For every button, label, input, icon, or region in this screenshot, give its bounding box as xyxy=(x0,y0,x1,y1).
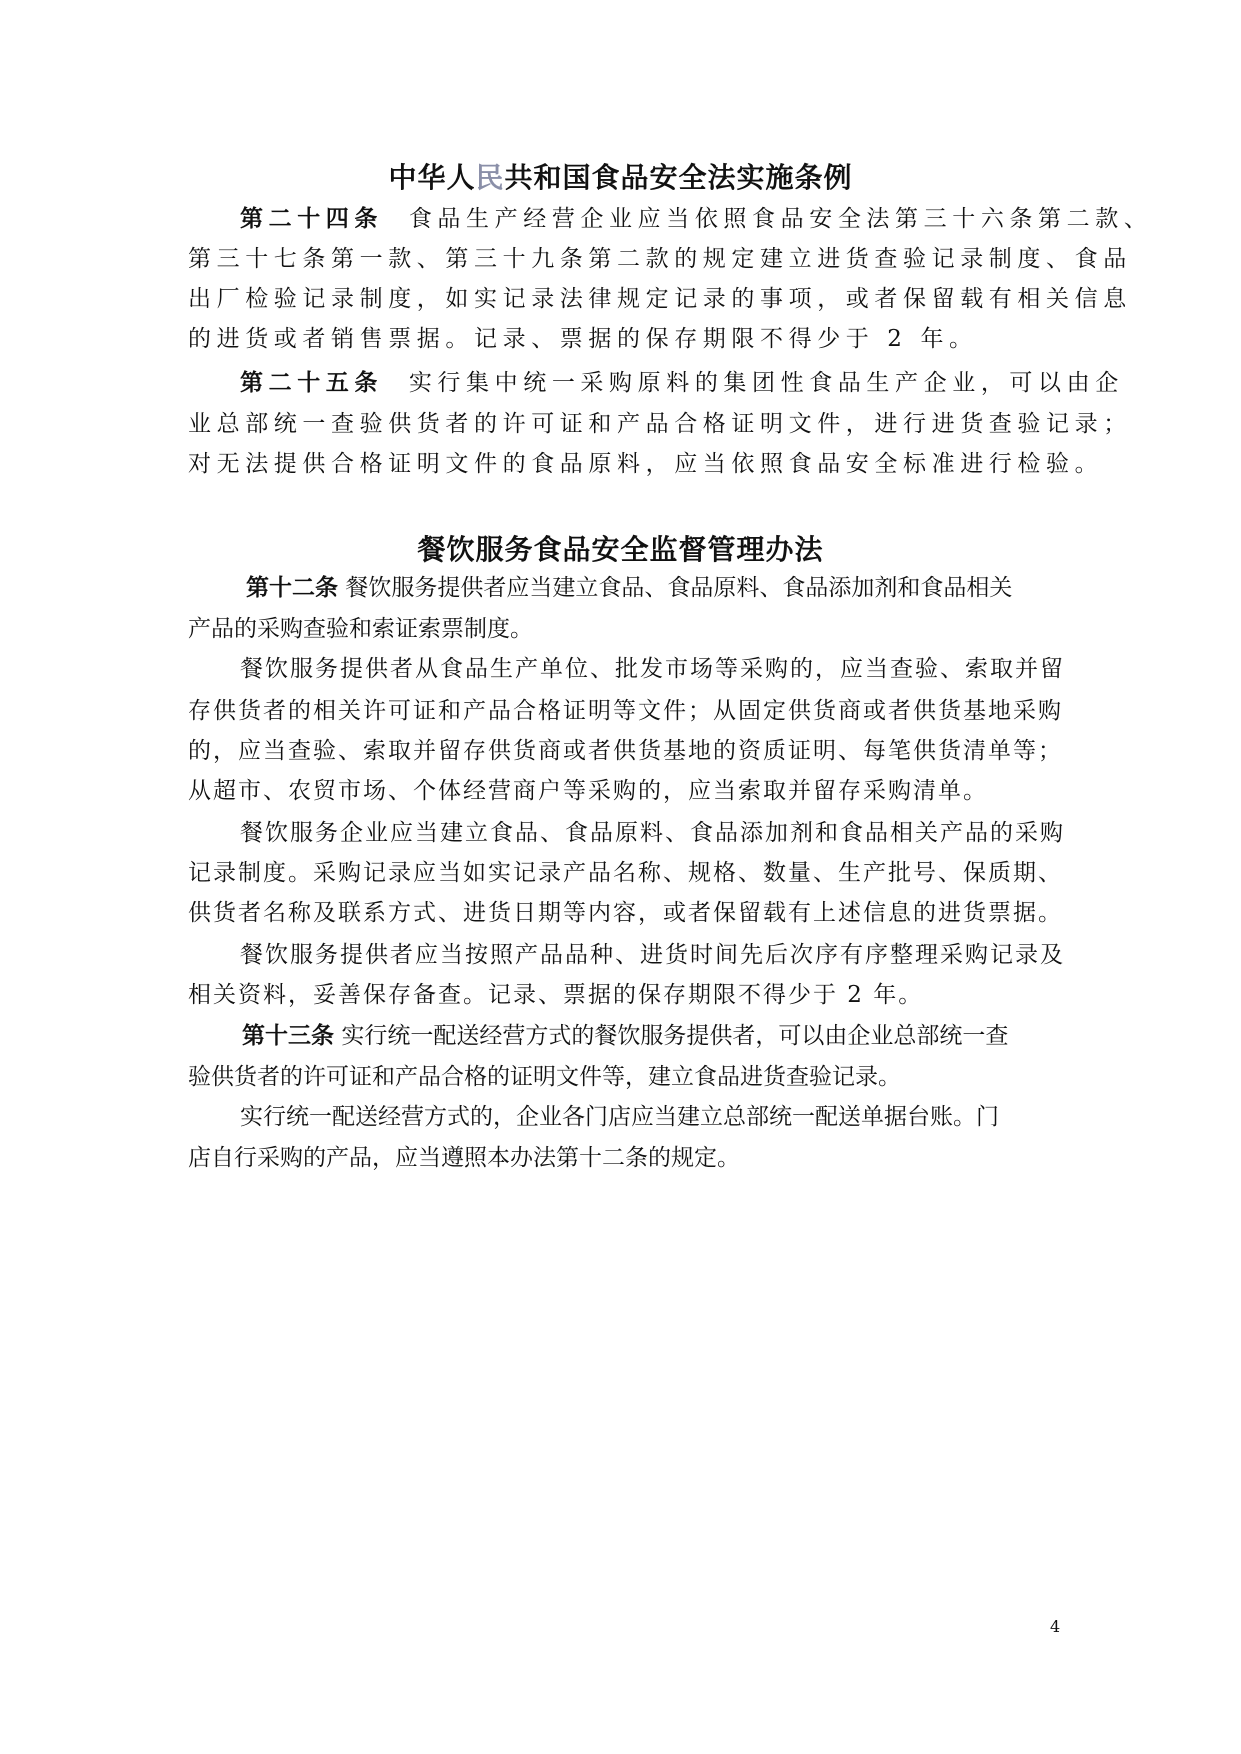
paragraph-line: 验供货者的许可证和产品合格的证明文件等，建立食品进货查验记录。 xyxy=(188,1064,901,1090)
article-label: 第十三条 xyxy=(242,1022,334,1049)
paragraph-line: 业总部统一查验供货者的许可证和产品合格证明文件，进行进货查验记录； xyxy=(188,411,1132,437)
paragraph-line: 相关资料，妥善保存备查。记录、票据的保存期限不得少于 2 年。 xyxy=(188,982,924,1008)
article-label: 第十二条 xyxy=(246,574,338,601)
paragraph-line: 供货者名称及联系方式、进货日期等内容，或者保留载有上述信息的进货票据。 xyxy=(188,900,1063,926)
paragraph-first-line: 餐饮服务企业应当建立食品、食品原料、食品添加剂和食品相关产品的采购 xyxy=(240,820,1065,846)
paragraph-line: 记录制度。采购记录应当如实记录产品名称、规格、数量、生产批号、保质期、 xyxy=(188,860,1063,886)
article-text: 实行集中统一采购原料的集团性食品生产企业，可以由企 xyxy=(408,370,1124,396)
title-part-accent: 民 xyxy=(475,161,505,194)
paragraph-line: 存供货者的相关许可证和产品合格证明等文件；从固定供货商或者供货基地采购 xyxy=(188,698,1063,724)
article-text: 食品生产经营企业应当依照食品安全法第三十六条第二款、 xyxy=(408,206,1153,232)
title-part: 共和国食品安全法实施条例 xyxy=(504,161,853,194)
article-text: 实行统一配送经营方式的餐饮服务提供者，可以由企业总部统一查 xyxy=(341,1023,1009,1049)
article-label: 第二十五条 xyxy=(240,369,383,396)
article-12-first-line xyxy=(246,573,1012,603)
article-25-first-line xyxy=(240,368,1124,398)
paragraph-first-line: 餐饮服务提供者应当按照产品品种、进货时间先后次序有序整理采购记录及 xyxy=(240,942,1065,968)
title-part: 中华人 xyxy=(388,161,476,194)
paragraph-line: 第三十七条第一款、第三十九条第二款的规定建立进货查验记录制度、食品 xyxy=(188,246,1132,272)
section-title-measures: 餐饮服务食品安全监督管理办法 xyxy=(417,533,824,566)
article-24-first-line xyxy=(240,204,1152,234)
article-label: 第二十四条 xyxy=(240,205,383,232)
paragraph-line: 产品的采购查验和索证索票制度。 xyxy=(188,616,533,642)
article-13-first-line xyxy=(242,1021,1008,1051)
section-title-regulation xyxy=(0,156,1241,196)
paragraph-first-line: 餐饮服务提供者从食品生产单位、批发市场等采购的，应当查验、索取并留 xyxy=(240,656,1065,682)
paragraph-line: 的，应当查验、索取并留存供货商或者供货基地的资质证明、每笔供货清单等； xyxy=(188,738,1063,764)
paragraph-line: 对无法提供合格证明文件的食品原料，应当依照食品安全标准进行检验。 xyxy=(188,451,1104,477)
paragraph-line: 出厂检验记录制度，如实记录法律规定记录的事项，或者保留载有相关信息 xyxy=(188,286,1132,312)
paragraph-line: 店自行采购的产品，应当遵照本办法第十二条的规定。 xyxy=(188,1145,740,1171)
article-text: 餐饮服务提供者应当建立食品、食品原料、食品添加剂和食品相关 xyxy=(345,575,1013,601)
page-number: 4 xyxy=(1050,1617,1061,1636)
paragraph-line: 从超市、农贸市场、个体经营商户等采购的，应当索取并留存采购清单。 xyxy=(188,778,988,804)
paragraph-first-line: 实行统一配送经营方式的，企业各门店应当建立总部统一配送单据台账。门 xyxy=(240,1104,999,1130)
paragraph-line: 的进货或者销售票据。记录、票据的保存期限不得少于 2 年。 xyxy=(188,326,978,352)
